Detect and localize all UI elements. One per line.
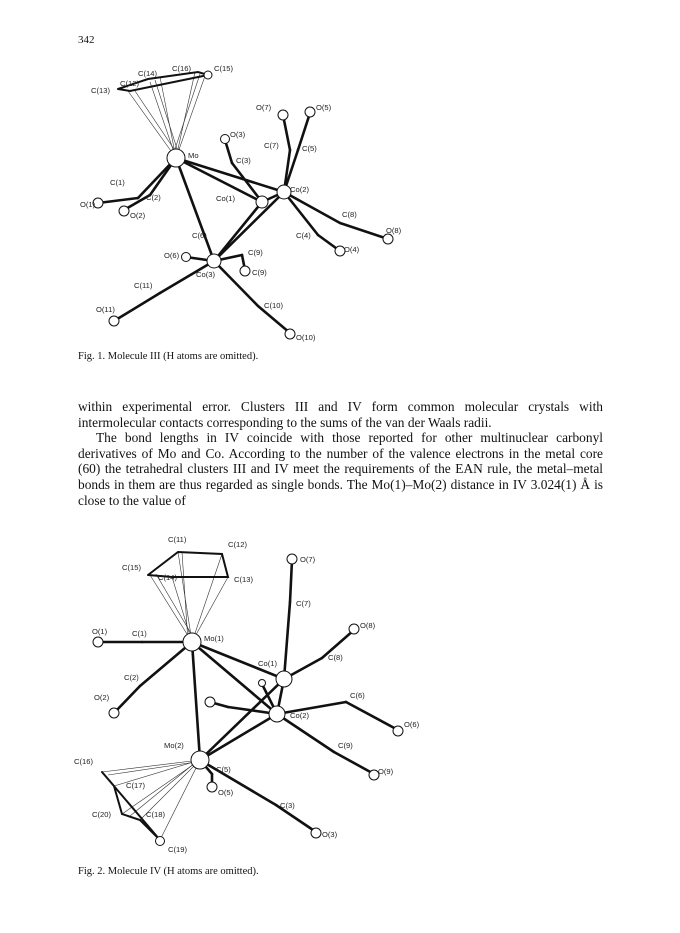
- atom-label: C(5): [302, 144, 317, 153]
- atom-label: C(17): [126, 781, 145, 790]
- atom-label: O(4): [344, 245, 360, 254]
- cp-ring-3: [102, 760, 200, 840]
- figure-2-caption: Fig. 2. Molecule IV (H atoms are omitted).: [78, 866, 259, 877]
- atom-label: C(1): [110, 178, 125, 187]
- atom-label: C(12): [120, 79, 139, 88]
- atom-label: C(6): [192, 231, 207, 240]
- atom-label: C(3): [280, 801, 295, 810]
- atom-label: C(14): [138, 69, 157, 78]
- atom-label: C(6): [350, 691, 365, 700]
- atom-label: C(8): [328, 653, 343, 662]
- atom-label: Co(2): [290, 711, 309, 720]
- atom-label: Mo(2): [164, 741, 184, 750]
- atom-label: C(19): [168, 845, 187, 854]
- figure-1-svg: [0, 55, 680, 350]
- atom-label: Co(2): [290, 185, 309, 194]
- figure-2-labels: [74, 535, 420, 854]
- paragraph-1: within experimental error. Clusters III and IV form common molecular crystals with intermolecular contacts corresponding to the sums of the van der Waals radii.: [78, 399, 603, 430]
- atoms-1: [93, 71, 393, 339]
- atom-label: O(11): [96, 305, 115, 314]
- atom-label: C(9): [338, 741, 353, 750]
- atom-label: C(11): [168, 535, 187, 544]
- atom-label: C(16): [172, 64, 191, 73]
- figure-1-molecule-diagram: [0, 55, 680, 350]
- atom-label: O(2): [94, 693, 110, 702]
- atom-label: Co(1): [216, 194, 235, 203]
- atom-label: O(5): [218, 788, 234, 797]
- atom-label: O(3): [322, 830, 338, 839]
- atom-label: C(15): [122, 563, 141, 572]
- atom-label: Mo: [188, 151, 199, 160]
- atom-label: O(9): [378, 767, 394, 776]
- atom-label: C(18): [146, 810, 165, 819]
- figure-2-svg: [0, 530, 680, 860]
- figure-1-labels: [80, 64, 402, 342]
- atom-label: Mo(1): [204, 634, 224, 643]
- atom-label: O(7): [256, 103, 272, 112]
- atom-label: O(1): [92, 627, 108, 636]
- atom-label: C(15): [214, 64, 233, 73]
- atom-label: Co(1): [258, 659, 277, 668]
- atom-label: C(16): [74, 757, 93, 766]
- atom-label: O(7): [300, 555, 316, 564]
- atom-label: C(20): [92, 810, 111, 819]
- atom-label: C(1): [132, 629, 147, 638]
- atom-label: C(14): [158, 573, 177, 582]
- atom-label: O(8): [386, 226, 402, 235]
- atom-label: C(9): [252, 268, 267, 277]
- atom-label: O(2): [130, 211, 146, 220]
- atom-label: O(5): [316, 103, 332, 112]
- atom-label: O(1): [80, 200, 96, 209]
- atom-label: C(5): [216, 765, 231, 774]
- atom-label: C(13): [91, 86, 110, 95]
- atom-label: O(6): [164, 251, 180, 260]
- atom-label: C(7): [296, 599, 311, 608]
- atom-label: C(9): [248, 248, 263, 257]
- atom-label: O(10): [296, 333, 316, 342]
- figure-2-molecule-diagram: [0, 530, 680, 860]
- atom-label: C(2): [146, 193, 161, 202]
- atom-label: O(3): [230, 130, 246, 139]
- atom-label: C(8): [342, 210, 357, 219]
- atom-label: C(11): [134, 281, 153, 290]
- atom-label: O(6): [404, 720, 420, 729]
- bonds-1: [98, 113, 388, 333]
- body-text: [78, 399, 603, 508]
- page-number: 342: [78, 34, 95, 46]
- atom-label: C(12): [228, 540, 247, 549]
- atom-label: C(10): [264, 301, 283, 310]
- atom-label: C(4): [296, 231, 311, 240]
- atom-label: C(2): [124, 673, 139, 682]
- cp-ring-2: [148, 552, 228, 642]
- atom-label: C(7): [264, 141, 279, 150]
- atom-label: O(8): [360, 621, 376, 630]
- atom-label: C(3): [236, 156, 251, 165]
- atom-label: Co(3): [196, 270, 215, 279]
- figure-1-caption: Fig. 1. Molecule III (H atoms are omitted).: [78, 351, 259, 362]
- atom-label: C(13): [234, 575, 253, 584]
- paragraph-2: The bond lengths in IV coincide with those reported for other multinuclear carbonyl derivatives of Mo and Co. According to the number of the valence electrons in the metal core (60) the tetrahedral clusters III and IV meet the requirements of the EAN rule, the metal–metal bonds in them are thus regarded as single bonds. The Mo(1)–Mo(2) distance in IV 3.024(1) Å is close to the value of: [78, 430, 603, 508]
